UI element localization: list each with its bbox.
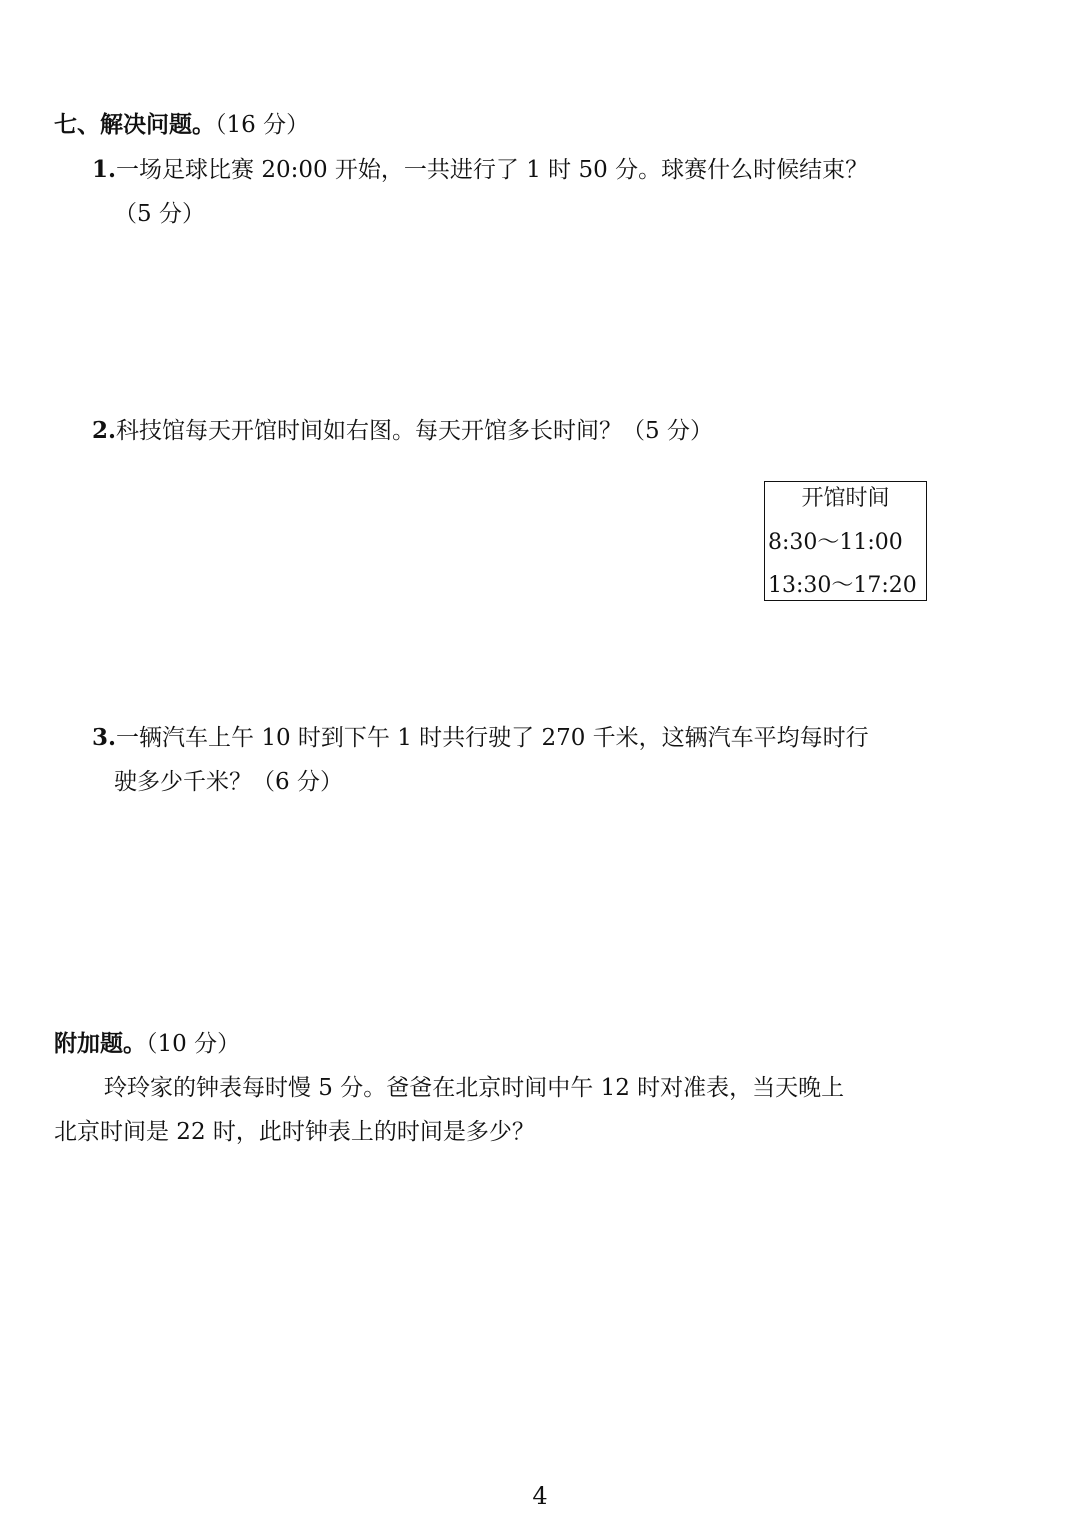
opening-hours-table [764,481,927,601]
question-1 [92,155,868,185]
question-1-number: 1. [92,156,117,183]
bonus-heading-title: 附加题。 [54,1031,146,1057]
question-3-line-2: 驶多少千米？（6 分） [114,769,343,795]
opening-hours-morning: 8:30～11:00 [768,530,903,555]
bonus-heading [54,1029,240,1059]
question-3 [92,723,869,753]
question-3-line-1: 一辆汽车上午 10 时到下午 1 时共行驶了 270 千米，这辆汽车平均每时行 [116,725,869,751]
opening-hours-title: 开馆时间 [801,486,890,511]
question-1-text: 一场足球比赛 20:00 开始，一共进行了 1 时 50 分。球赛什么时候结束？ [116,157,869,183]
bonus-heading-points: （10 分） [146,1031,241,1057]
question-2 [92,416,713,446]
question-3-number: 3. [92,724,117,751]
bonus-line-1: 玲玲家的钟表每时慢 5 分。爸爸在北京时间中午 12 时对准表，当天晚上 [104,1075,845,1101]
question-2-number: 2. [92,417,117,444]
opening-hours-afternoon: 13:30～17:20 [768,573,917,598]
section-heading-points: （16 分） [215,112,310,138]
section-heading [54,110,309,140]
question-1-points: （5 分） [114,201,205,227]
section-heading-title: 七、解决问题。 [54,112,215,138]
page-number: 4 [532,1482,548,1510]
bonus-line-2: 北京时间是 22 时，此时钟表上的时间是多少？ [54,1119,535,1145]
question-2-text: 科技馆每天开馆时间如右图。每天开馆多长时间？（5 分） [116,418,713,444]
